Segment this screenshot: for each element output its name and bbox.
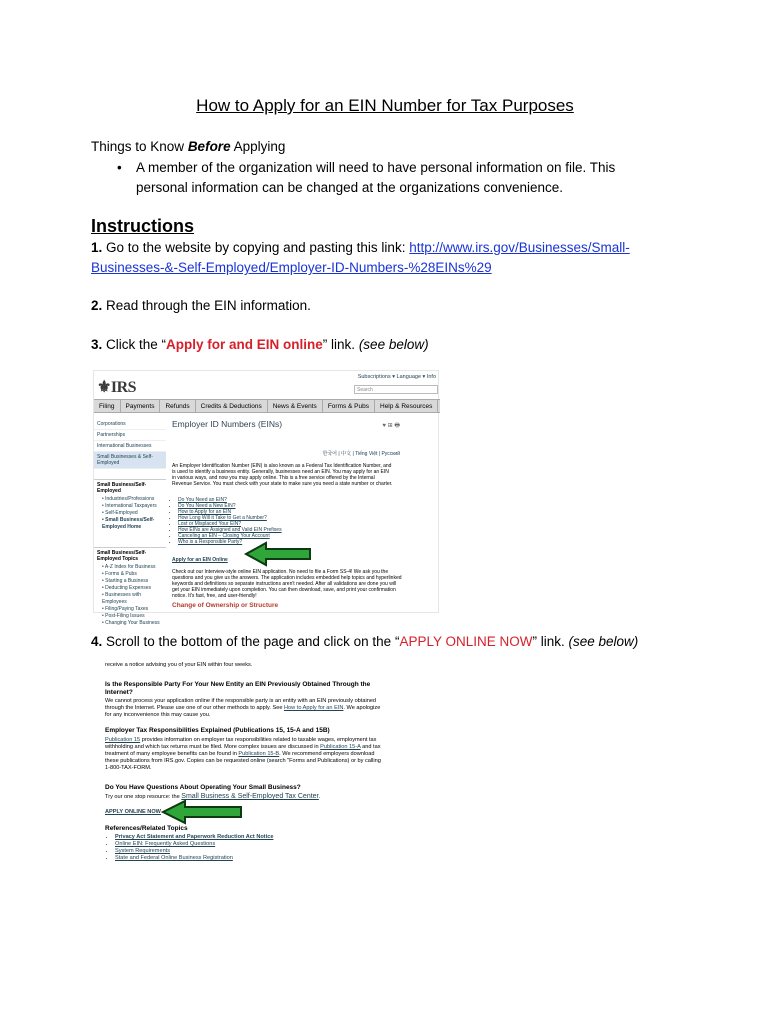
side-item: • Forms & Pubs — [102, 571, 137, 577]
main-content — [172, 419, 438, 609]
apply-for-ein-online-link: Apply for an EIN Online — [172, 557, 228, 563]
list-item: • Canceling an EIN – Closing Your Account — [178, 533, 282, 539]
side-item: • Post-Filing Issues — [102, 613, 145, 619]
ein-heading: Employer ID Numbers (EINs) — [172, 419, 283, 429]
list-item: • Lost or Misplaced Your EIN? — [178, 521, 282, 527]
side-item: • Changing Your Business — [102, 620, 160, 626]
page-title: How to Apply for an EIN Number for Tax Purposes — [196, 96, 574, 115]
apply-for-ein-online-text: Apply for and EIN online — [166, 337, 323, 352]
responsible-party-text: We cannot process your application online if the responsible party is an entity with an EIN previously obtained through the Internet. Please use one of our other methods to apply. See How to Apply for an EIN. We apologize for any inconvenience this may cause you. — [105, 698, 381, 718]
list-item: • Do You Need a New EIN? — [178, 503, 282, 509]
instructions-heading: Instructions — [91, 216, 195, 236]
list-item: • How to Apply for an EIN — [178, 509, 282, 515]
step-3: 3. Click the “Apply for and EIN online” link. (see below) — [91, 337, 429, 352]
list-item: • Who is a Responsible Party? — [178, 539, 282, 545]
top-links: Subscriptions ▾ Language ▾ Info — [357, 374, 436, 380]
menu-item: Corporations — [94, 419, 166, 430]
employer-tax-text: Publication 15 provides information on employer tax responsibilities related to taxable wages, employment tax withholding and which tax returns must be filed. More complex issues are discussed in Publication 15-A and tax treatment of many employee benefits can be found in Publication 15-B. We recommend employers download these publications from IRS.gov. Copies can be requested online (search "Forms and Publications) or by calling 1-800-TAX-FORM. — [105, 737, 381, 771]
list-item: • Do You Need an EIN? — [178, 497, 282, 503]
list-item: • System Requirements — [115, 848, 387, 855]
irs-ein-link[interactable]: http://www.irs.gov/Businesses/Small-Businesses-&-Self-Employed/Employer-ID-Numbers-%28EINs%29 — [91, 240, 630, 275]
apply-online-now-text: APPLY ONLINE NOW — [399, 634, 533, 649]
side-item: • International Taxpayers — [102, 503, 157, 509]
nav-item: Refunds — [160, 400, 195, 412]
side-item: • Filing/Paying Taxes — [102, 606, 149, 612]
ein-link-list — [178, 497, 282, 545]
irs-logo: ⚜IRS — [97, 379, 137, 396]
references-list-wrap — [105, 834, 387, 862]
nav-item: Credits & Deductions — [196, 400, 268, 412]
nav-item: Help & Resources — [375, 400, 438, 412]
language-links: 한국어 | 中文 | Tiếng Việt | Русский — [322, 451, 400, 457]
references-heading: References/Related Topics — [105, 825, 188, 832]
list-item: • How Long Will it Take to Get a Number? — [178, 515, 282, 521]
ein-description: An Employer Identification Number (EIN) is also known as a Federal Tax Identification Number, and is used to identify a business entity. Generally, businesses need an EIN. You may apply for an EIN in various ways, and now you may apply online. This is a free service offered by the Internal Revenue Service. You must check with your state to make sure you need a state number or charter. — [172, 463, 393, 487]
side-item: • Deducting Expenses — [102, 585, 152, 591]
search-input: Search — [354, 385, 438, 394]
side-item: • Businesses with Employees — [102, 592, 141, 605]
cut-off-text: receive a notice advising you of your EIN within four weeks. — [105, 662, 253, 668]
side-item: • Self-Employed — [102, 510, 138, 516]
menu-item: Small Businesses & Self-Employed — [94, 452, 166, 469]
small-business-heading: Do You Have Questions About Operating Your Small Business? — [105, 784, 301, 791]
list-item: • How EINs are Assigned and Valid EIN Prefixes — [178, 527, 282, 533]
small-business-text: Try our one stop resource: the Small Business & Self-Employed Tax Center. — [105, 793, 321, 800]
side-heading: Small Business/Self-Employed — [94, 479, 166, 496]
online-application-description: Check out our Interview-style online EIN application. No need to file a Form SS-4! We ask you the questions and you give us the answers. The application includes embedded help topics and hyperlinked keywords and definitions so separate instructions aren't needed. After all validations are done you will get your EIN immediately upon completion. You can then download, save, and print your confirmation notice. It's fast, free, and user-friendly! — [172, 569, 402, 599]
menu-item: Partnerships — [94, 430, 166, 441]
step-4: 4. Scroll to the bottom of the page and click on the “APPLY ONLINE NOW” link. (see below) — [91, 634, 639, 649]
irs-bottom-page-screenshot — [103, 662, 391, 868]
nav-item: News & Events — [268, 400, 323, 412]
change-of-ownership-heading: Change of Ownership or Structure — [172, 602, 279, 609]
responsible-party-heading: Is the Responsible Party For Your New Entity an EIN Previously Obtained Through the Internet? — [105, 681, 371, 696]
things-to-know: Things to Know Before Applying — [91, 139, 286, 154]
side-item: • Small Business/Self-Employed Home — [102, 517, 155, 530]
side-heading: Small Business/Self-Employed Topics — [94, 547, 166, 564]
nav-item: Payments — [121, 400, 161, 412]
bullet-icon: • — [117, 160, 122, 175]
apply-online-now-link: APPLY ONLINE NOW — [105, 809, 161, 815]
before-emphasis: Before — [187, 139, 231, 154]
irs-nav-bar — [94, 399, 440, 413]
list-item: • Privacy Act Statement and Paperwork Reduction Act Notice — [115, 834, 387, 841]
side-item: • Starting a Business — [102, 578, 149, 584]
irs-ein-page-screenshot — [93, 370, 439, 626]
green-arrow-icon — [161, 799, 245, 825]
green-arrow-icon — [244, 541, 314, 567]
step-2: 2. Read through the EIN information. — [91, 298, 311, 313]
left-menu — [94, 419, 166, 627]
side-item: • A-Z Index for Business — [102, 564, 156, 570]
nav-item: Forms & Pubs — [323, 400, 375, 412]
references-list — [105, 834, 387, 862]
employer-tax-heading: Employer Tax Responsibilities Explained (Publications 15, 15-A and 15B) — [105, 727, 330, 734]
nav-item: Filing — [94, 400, 121, 412]
menu-item: International Businesses — [94, 441, 166, 452]
step-1: 1. Go to the website by copying and pasting this link: http://www.irs.gov/Businesses/Small-Businesses-&-Self-Employed/Employer-ID-Numbers-%28EINs%29 — [91, 240, 630, 275]
list-item: • State and Federal Online Business Registration — [115, 855, 387, 862]
bullet-text: A member of the organization will need to have personal information on file. This personal information can be changed at the organizations convenience. — [136, 160, 616, 195]
share-icons: ♥ ⊞ 🖶 — [382, 423, 400, 429]
side-item: • Industries/Professions — [102, 496, 155, 502]
list-item: • Online EIN: Frequently Asked Questions — [115, 841, 387, 848]
